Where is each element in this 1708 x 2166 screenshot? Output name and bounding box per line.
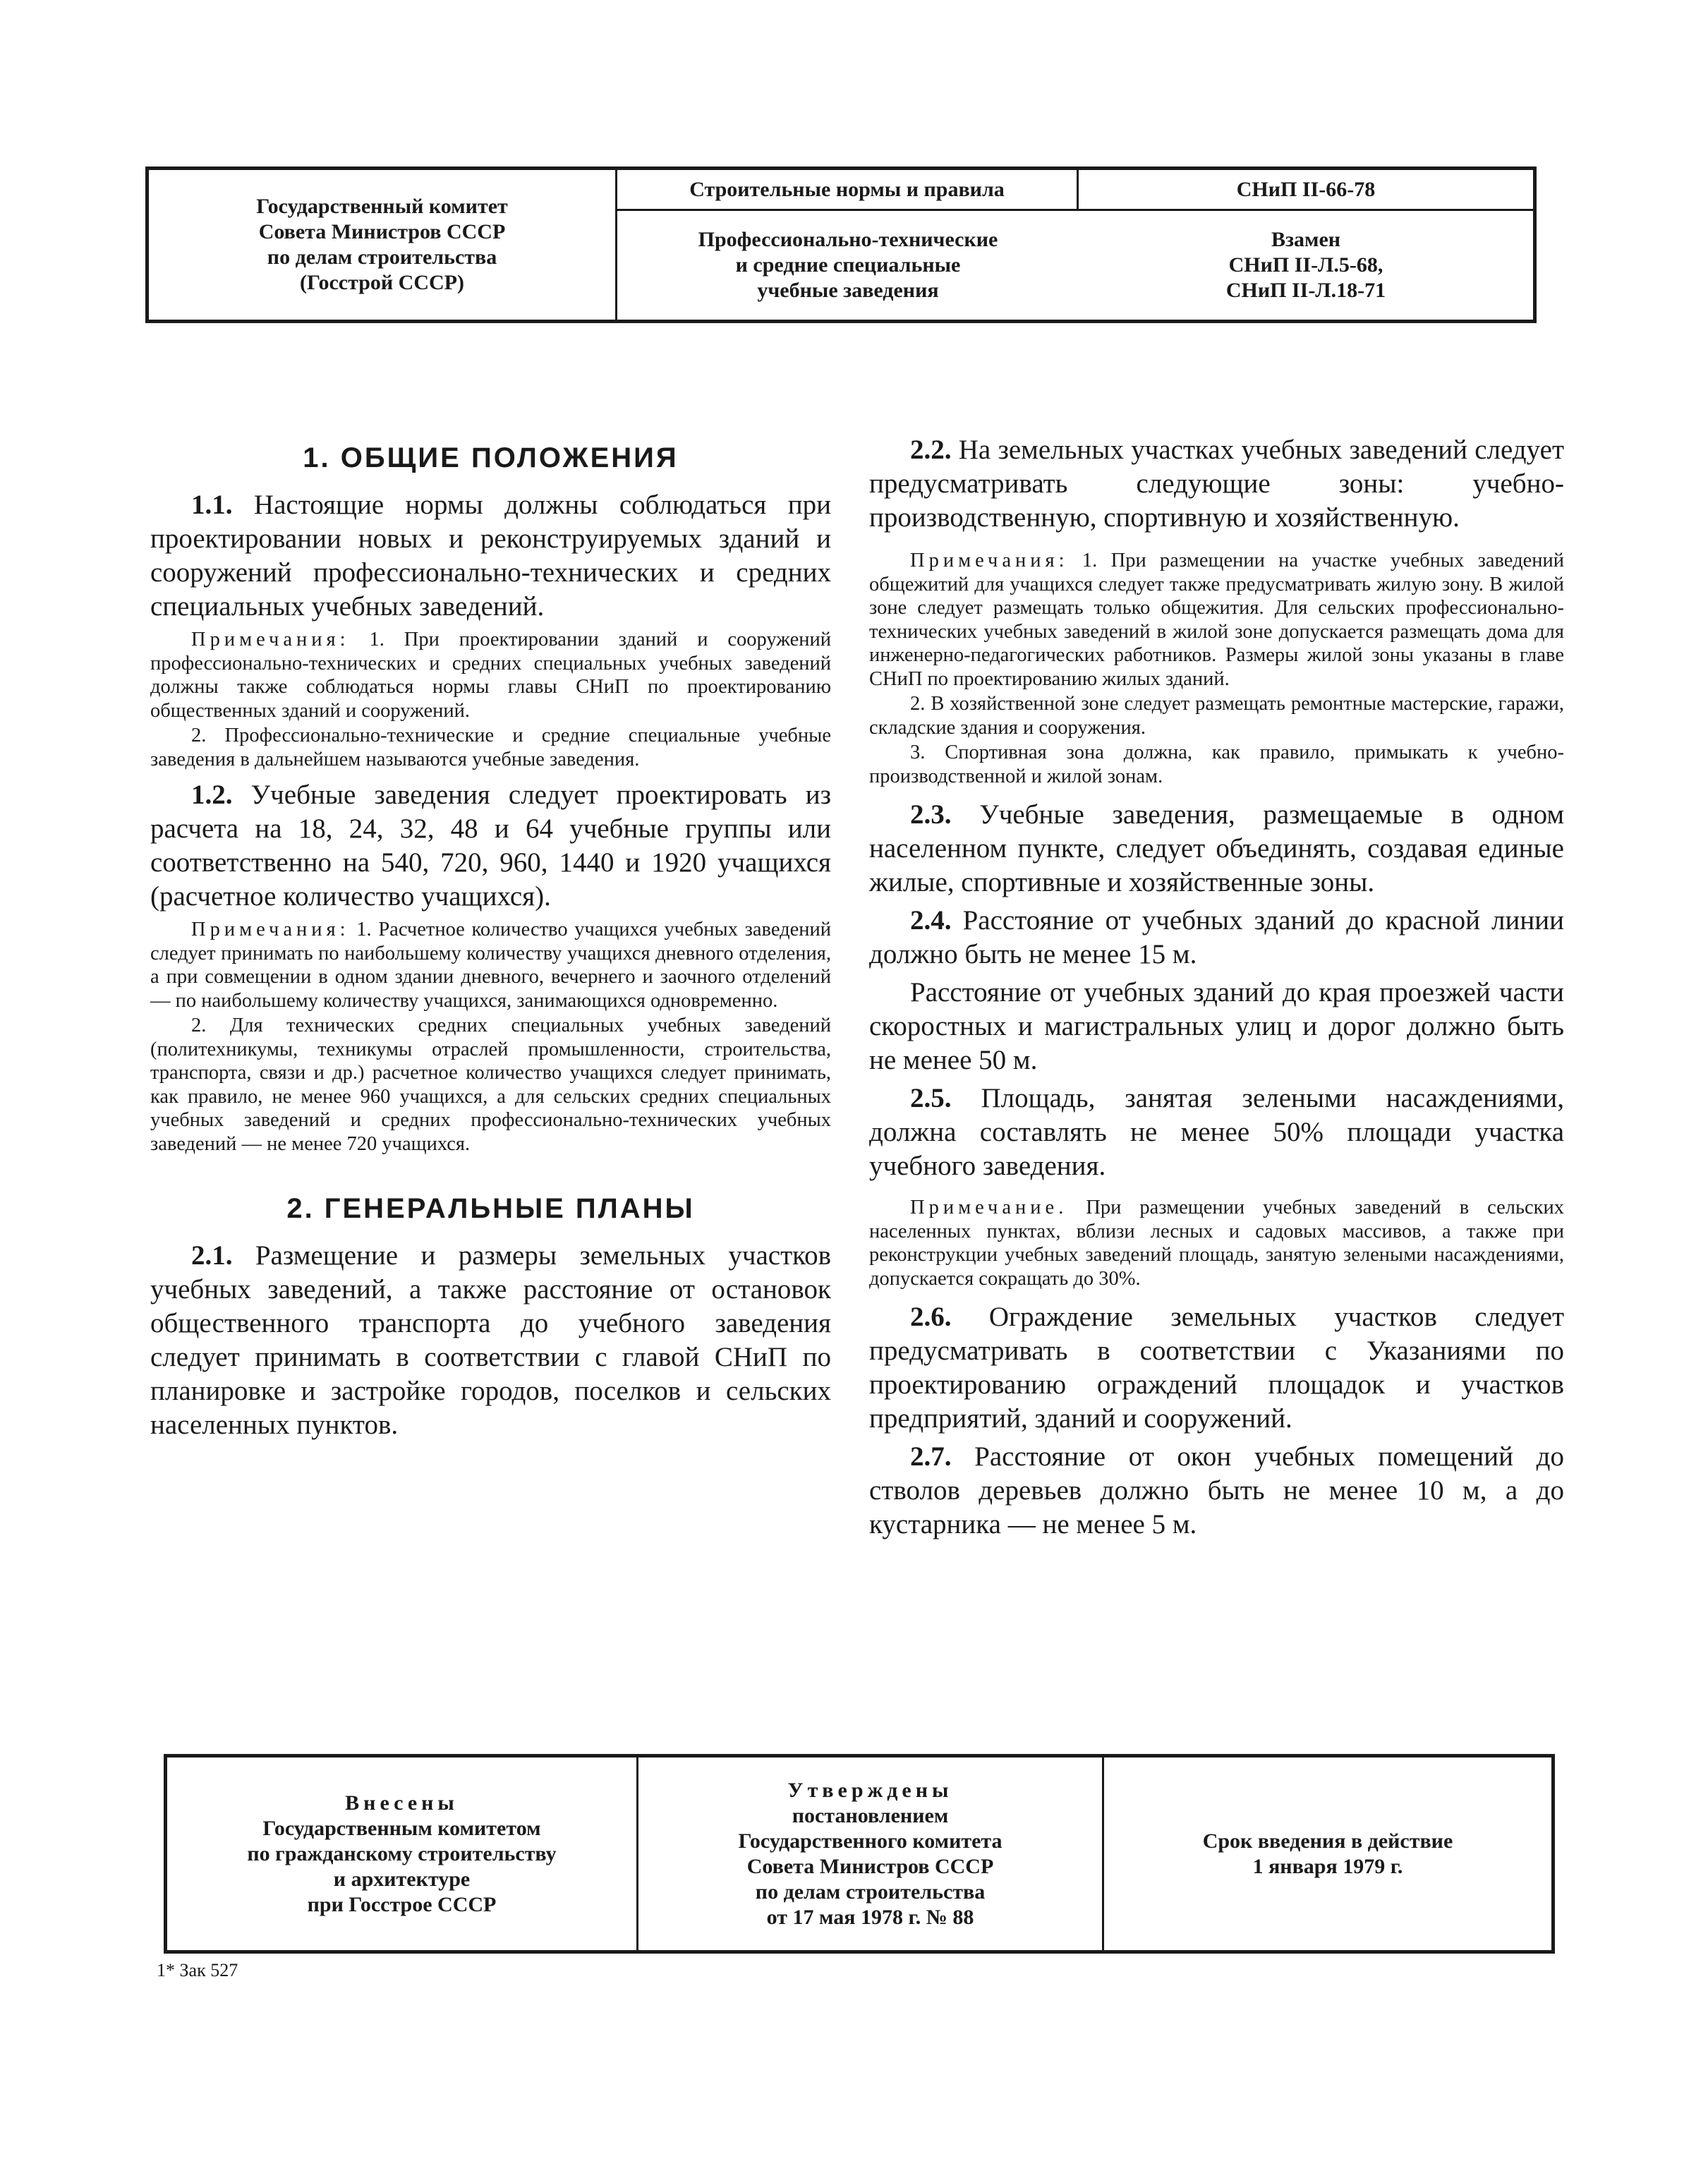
issuing-agency: Государственный комитет Совета Министров СССР по делам строительства (Госстрой СССР)	[149, 170, 617, 320]
approved-by: Утверждены постановлением Государственного комитета Совета Министров СССР по делам строительства от 17 мая 1978 г. № 88	[638, 1757, 1104, 1950]
doc-subject: Профессионально-технические и средние специальные учебные заведения	[698, 228, 998, 302]
replaces-block: Взамен СНиП II-Л.5-68, СНиП II-Л.18-71	[1225, 228, 1386, 302]
note-1: Примечания: 1. При проектировании зданий и сооружений профессионально-технических и средних специальных учебных заведений должны также соблюдаться нормы главы СНиП по проектированию общественных зданий и сооружений. 2. Профессионально-технические и средние специальные учебные заведения в дальнейшем называются учебные заведения.	[150, 629, 831, 770]
clause-2-7: 2.7. Расстояние от окон учебных помещений до стволов деревьев должно быть не менее 10 м, а до кустарника — не менее 5 м.	[869, 1441, 1564, 1539]
effective-date: Срок введения в действие 1 января 1979 г.	[1202, 1829, 1453, 1878]
note-3: Примечания: 1. При размещении на участке учебных заведений общежитий для учащихся следует также предусматривать жилую зону. В жилой зоне следует размещать только общежития. Для сельских профессионально-технических учебных заведений в жилой зоне допускается размещать дома для инженерно-педагогических работников. Размеры жилой зоны указаны в главе СНиП по проектированию жилых зданий. 2. В хозяйственной зоне следует размещать ремонтные мастерские, гаражи, складские здания и сооружения. 3. Спортивная зона должна, как правило, примыкать к учебно-производственной и жилой зонам.	[869, 550, 1564, 787]
section-1-title: 1. ОБЩИЕ ПОЛОЖЕНИЯ	[303, 442, 679, 473]
right-column	[869, 423, 1564, 1546]
clause-2-6: 2.6. Ограждение земельных участков следует предусматривать в соответствии с Указаниями по проектированию ограждений площадок и участков предприятий, зданий и сооружений.	[869, 1302, 1564, 1434]
introduced-by: Внесены Государственным комитетом по гражданскому строительству и архитектуре при Госстрое СССР	[167, 1757, 638, 1950]
note-2: Примечания: 1. Расчетное количество учащихся учебных заведений следует принимать по наибольшему количеству учащихся дневного отделения, а при совмещении в одном здании дневного, вечернего и заочного отделений — по наибольшему количеству учащихся, занимающихся одновременно. 2. Для технических средних специальных учебных заведений (политехникумы, техникумы отраслей промышленности, строительства, транспорта, связи и др.) расчетное количество учащихся следует принимать, как правило, не менее 960 учащихся, а для сельских средних специальных учебных заведений и средних профессионально-технических учебных заведений — не менее 720 учащихся.	[150, 919, 831, 1155]
doc-code: СНиП II-66-78	[1236, 177, 1376, 201]
clause-1-1: 1.1. Настоящие нормы должны соблюдаться при проектировании новых и реконструируемых зданий и сооружений профессионально-технических и средних специальных учебных заведений.	[150, 490, 831, 622]
clause-2-5: 2.5. Площадь, занятая зелеными насаждениями, должна составлять не менее 50% площади участка учебного заведения.	[869, 1083, 1564, 1181]
document-footer	[164, 1754, 1555, 1954]
header-top-row	[617, 170, 1533, 211]
note-4: Примечание. При размещении учебных заведений в сельских населенных пунктах, вблизи лесных и садовых массивов, а также при реконструкции учебных заведений площадь, занятую зелеными насаждениями, допускается сокращать до 30%.	[869, 1197, 1564, 1290]
clause-2-1: 2.1. Размещение и размеры земельных участков учебных заведений, а также расстояние от остановок общественного транспорта до учебного заведения следует принимать в соответствии с главой СНиП по планировке и застройке городов, поселков и сельских населенных пунктов.	[150, 1240, 831, 1440]
clause-1-2: 1.2. Учебные заведения следует проектировать из расчета на 18, 24, 32, 48 и 64 учебные группы или соответственно на 540, 720, 960, 1440 и 1920 учащихся (расчетное количество учащихся).	[150, 780, 831, 912]
document-header	[145, 167, 1537, 323]
doc-type: Строительные нормы и правила	[617, 170, 1079, 209]
left-column	[150, 423, 831, 1446]
clause-2-3: 2.3. Учебные заведения, размещаемые в одном населенном пункте, следует объединять, создавая единые жилые, спортивные и хозяйственные зоны.	[869, 799, 1564, 897]
clause-2-2: 2.2. На земельных участках учебных заведений следует предусматривать следующие зоны: учебно-производственную, спортивную и хозяйственную.	[869, 435, 1564, 533]
clause-2-4: 2.4. Расстояние от учебных зданий до красной линии должно быть не менее 15 м.	[869, 905, 1564, 969]
print-mark: 1* Зак 527	[157, 1960, 238, 1980]
clause-2-4-continued: Расстояние от учебных зданий до края проезжей части скоростных и магистральных улиц и дорог должно быть не менее 50 м.	[869, 977, 1564, 1075]
section-2-title: 2. ГЕНЕРАЛЬНЫЕ ПЛАНЫ	[286, 1193, 695, 1224]
